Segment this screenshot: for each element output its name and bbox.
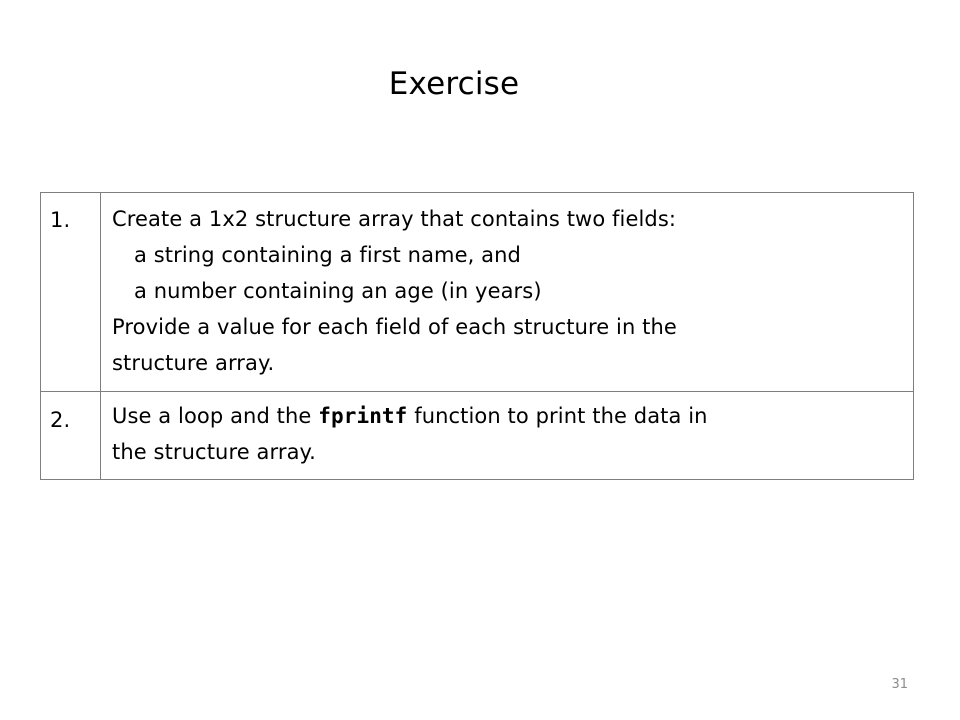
exercise-subline: a number containing an age (in years) [134, 279, 542, 303]
slide-number: 31 [891, 677, 908, 692]
exercise-line: the structure array. [112, 440, 316, 464]
exercise-subline: a string containing a first name, and [134, 243, 521, 267]
exercise-text-segment: function to print the data in [407, 404, 708, 428]
exercise-text-segment: Use a loop and the [112, 404, 319, 428]
exercise-table [40, 192, 914, 480]
exercise-line: structure array. [112, 351, 275, 375]
slide-title: Exercise [388, 66, 520, 102]
exercise-line: Create a 1x2 structure array that contains two fields: [112, 207, 677, 231]
table-row [41, 193, 914, 392]
exercise-number: 1. [41, 193, 101, 392]
code-keyword: fprintf [318, 404, 408, 428]
exercise-line [112, 398, 907, 434]
exercise-number: 2. [41, 392, 101, 480]
exercise-text [101, 392, 914, 480]
table-row [41, 392, 914, 480]
exercise-text [101, 193, 914, 392]
exercise-line: Provide a value for each field of each structure in the [112, 315, 677, 339]
